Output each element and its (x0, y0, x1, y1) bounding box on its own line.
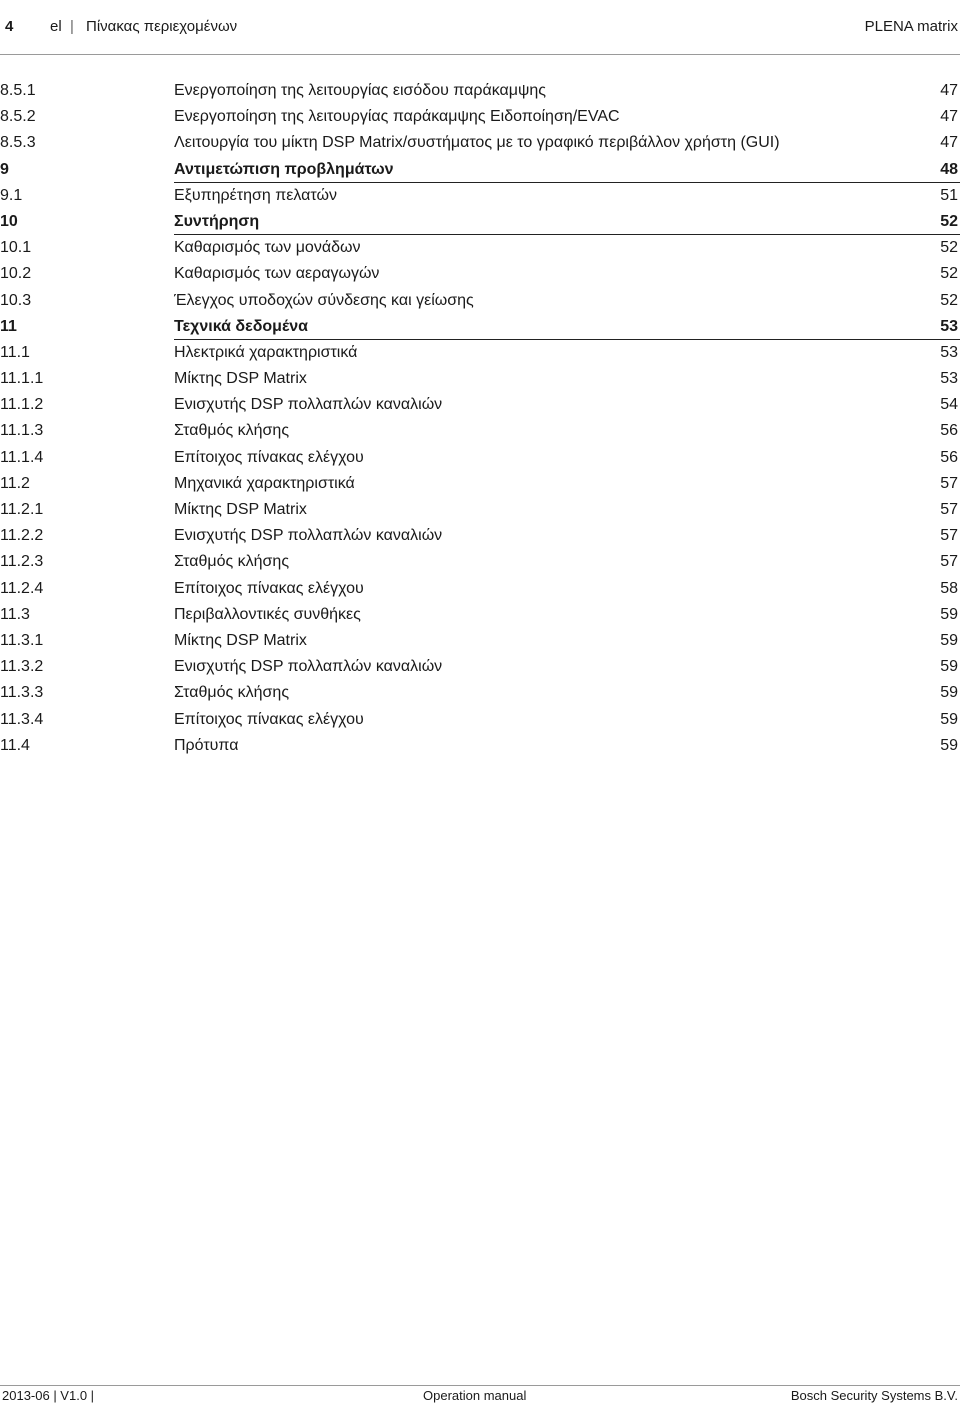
toc-entry-title: Έλεγχος υποδοχών σύνδεσης και γείωσης (174, 291, 474, 309)
toc-entry[interactable] (0, 707, 960, 733)
toc-entry-number: 11.1.1 (0, 370, 44, 388)
toc-entry[interactable] (0, 497, 960, 523)
toc-entry-title: Σταθμός κλήσης (174, 422, 290, 440)
footer-date-version: 2013-06 | V1.0 | (2, 1388, 95, 1403)
toc-entry-page: 52 (940, 265, 958, 283)
toc-entry-title: Σταθμός κλήσης (174, 684, 290, 702)
toc-entry-page: 59 (940, 684, 958, 702)
toc-entry-number: 11.1.4 (0, 448, 44, 466)
toc-entry-title: Επίτοιχος πίνακας ελέγχου (174, 448, 364, 466)
toc-entry-number: 10 (0, 212, 18, 230)
toc-entry-number: 11.2.3 (0, 553, 44, 571)
toc-entry-number: 11.3.3 (0, 684, 44, 702)
toc-entry-number: 11.3.4 (0, 710, 44, 728)
toc-entry-title: Επίτοιχος πίνακας ελέγχου (174, 710, 364, 728)
header-separator: | (70, 18, 74, 35)
toc-entry[interactable] (0, 340, 960, 366)
toc-entry-title: Μίκτης DSP Matrix (174, 370, 307, 388)
toc-entry-page: 52 (940, 239, 958, 257)
toc-entry-title: Πρότυπα (174, 736, 239, 754)
page-footer (0, 1385, 960, 1405)
toc-entry[interactable] (0, 130, 960, 156)
toc-entry-page: 58 (940, 579, 958, 597)
toc-entry-title: Συντήρηση (174, 212, 260, 230)
toc-entry-number: 11.1 (0, 343, 30, 361)
toc-entry-page: 47 (940, 82, 958, 99)
toc-entry[interactable] (0, 445, 960, 471)
toc-entry-page: 59 (940, 658, 958, 676)
toc-entry-number: 9 (0, 160, 9, 178)
toc-entry-page: 52 (940, 212, 958, 230)
toc-entry-number: 11.4 (0, 736, 30, 754)
footer-document-type: Operation manual (423, 1388, 527, 1403)
table-of-contents (0, 78, 960, 759)
toc-entry[interactable] (0, 654, 960, 680)
toc-entry[interactable] (0, 680, 960, 706)
toc-entry-title: Ενισχυτής DSP πολλαπλών καναλιών (174, 527, 443, 545)
toc-entry-number: 8.5.1 (0, 82, 36, 99)
toc-entry[interactable] (0, 104, 960, 130)
toc-entry-number: 11.2 (0, 474, 30, 492)
toc-entry-title: Ενισχυτής DSP πολλαπλών καναλιών (174, 658, 443, 676)
toc-entry[interactable] (0, 261, 960, 287)
toc-entry-page: 59 (940, 631, 958, 649)
toc-entry[interactable] (0, 628, 960, 654)
page-header (0, 0, 960, 55)
toc-entry-number: 11.1.3 (0, 422, 44, 440)
toc-entry-number: 8.5.2 (0, 108, 36, 126)
toc-entry-page: 47 (940, 134, 958, 152)
page-number: 4 (5, 18, 14, 35)
toc-entry-title: Μίκτης DSP Matrix (174, 501, 307, 518)
toc-entry[interactable] (0, 471, 960, 497)
toc-entry-title: Λειτουργία του μίκτη DSP Matrix/συστήματος με το γραφικό περιβάλλον χρήστη (GUI) (174, 134, 780, 152)
language-code: el (50, 18, 62, 35)
product-name: PLENA matrix (864, 18, 958, 35)
toc-entry-page: 51 (940, 186, 958, 204)
toc-entry-page: 57 (940, 501, 958, 518)
toc-entry-page: 59 (940, 605, 958, 623)
toc-entry[interactable] (0, 576, 960, 602)
toc-entry-page: 47 (940, 108, 958, 126)
section-title: Πίνακας περιεχομένων (86, 18, 238, 35)
toc-entry-title: Σταθμός κλήσης (174, 553, 290, 571)
toc-entry-page: 56 (940, 422, 958, 440)
toc-entry-title: Ενεργοποίηση της λειτουργίας εισόδου παράκαμψης (174, 82, 546, 99)
toc-entry-title: Καθαρισμός των αεραγωγών (174, 265, 380, 283)
toc-entry-page: 53 (940, 370, 958, 388)
toc-entry-title: Επίτοιχος πίνακας ελέγχου (174, 579, 364, 597)
toc-chapter-entry[interactable] (0, 314, 960, 340)
toc-entry-title: Περιβαλλοντικές συνθήκες (174, 605, 361, 623)
toc-chapter-entry[interactable] (0, 157, 960, 183)
toc-chapter-entry[interactable] (0, 209, 960, 235)
toc-entry[interactable] (0, 602, 960, 628)
toc-entry[interactable] (0, 733, 960, 759)
toc-entry-page: 57 (940, 553, 958, 571)
toc-entry-page: 52 (940, 291, 958, 309)
toc-entry[interactable] (0, 418, 960, 444)
toc-entry-number: 9.1 (0, 186, 23, 204)
toc-entry-number: 8.5.3 (0, 134, 36, 152)
toc-entry-page: 57 (940, 474, 958, 492)
toc-entry-number: 11.3.1 (0, 631, 44, 649)
toc-entry[interactable] (0, 549, 960, 575)
toc-entry-page: 53 (940, 343, 958, 361)
toc-entry[interactable] (0, 366, 960, 392)
toc-entry-number: 10.2 (0, 265, 32, 283)
toc-entry-number: 11.3.2 (0, 658, 44, 676)
toc-entry-number: 11.2.4 (0, 579, 44, 597)
toc-entry-title: Τεχνικά δεδομένα (174, 317, 308, 335)
toc-entry-title: Μηχανικά χαρακτηριστικά (174, 474, 355, 492)
toc-entry-page: 57 (940, 527, 958, 545)
toc-entry-title: Ενεργοποίηση της λειτουργίας παράκαμψης Ειδοποίηση/EVAC (174, 108, 620, 126)
toc-entry-title: Αντιμετώπιση προβλημάτων (174, 160, 394, 178)
toc-entry-title: Ενισχυτής DSP πολλαπλών καναλιών (174, 396, 443, 414)
toc-entry-page: 53 (940, 317, 958, 335)
toc-entry[interactable] (0, 523, 960, 549)
toc-entry[interactable] (0, 392, 960, 418)
toc-entry-page: 56 (940, 448, 958, 466)
toc-entry-page: 54 (940, 396, 958, 414)
footer-company: Bosch Security Systems B.V. (790, 1388, 958, 1403)
toc-entry-number: 11 (0, 317, 17, 335)
toc-entry-page: 48 (940, 160, 958, 178)
toc-entry-number: 11.1.2 (0, 396, 44, 414)
toc-entry-number: 10.3 (0, 291, 32, 309)
toc-entry[interactable] (0, 235, 960, 261)
toc-entry-title: Μίκτης DSP Matrix (174, 631, 307, 649)
toc-entry-page: 59 (940, 710, 958, 728)
toc-entry[interactable] (0, 288, 960, 314)
toc-entry[interactable] (0, 78, 960, 104)
toc-entry-page: 59 (940, 736, 958, 754)
toc-entry-number: 11.3 (0, 605, 30, 623)
toc-entry[interactable] (0, 183, 960, 209)
toc-entry-number: 10.1 (0, 239, 32, 257)
toc-entry-title: Εξυπηρέτηση πελατών (174, 186, 337, 204)
toc-entry-number: 11.2.1 (0, 501, 44, 518)
toc-entry-number: 11.2.2 (0, 527, 44, 545)
toc-entry-title: Καθαρισμός των μονάδων (174, 239, 361, 257)
toc-entry-title: Ηλεκτρικά χαρακτηριστικά (174, 343, 358, 361)
